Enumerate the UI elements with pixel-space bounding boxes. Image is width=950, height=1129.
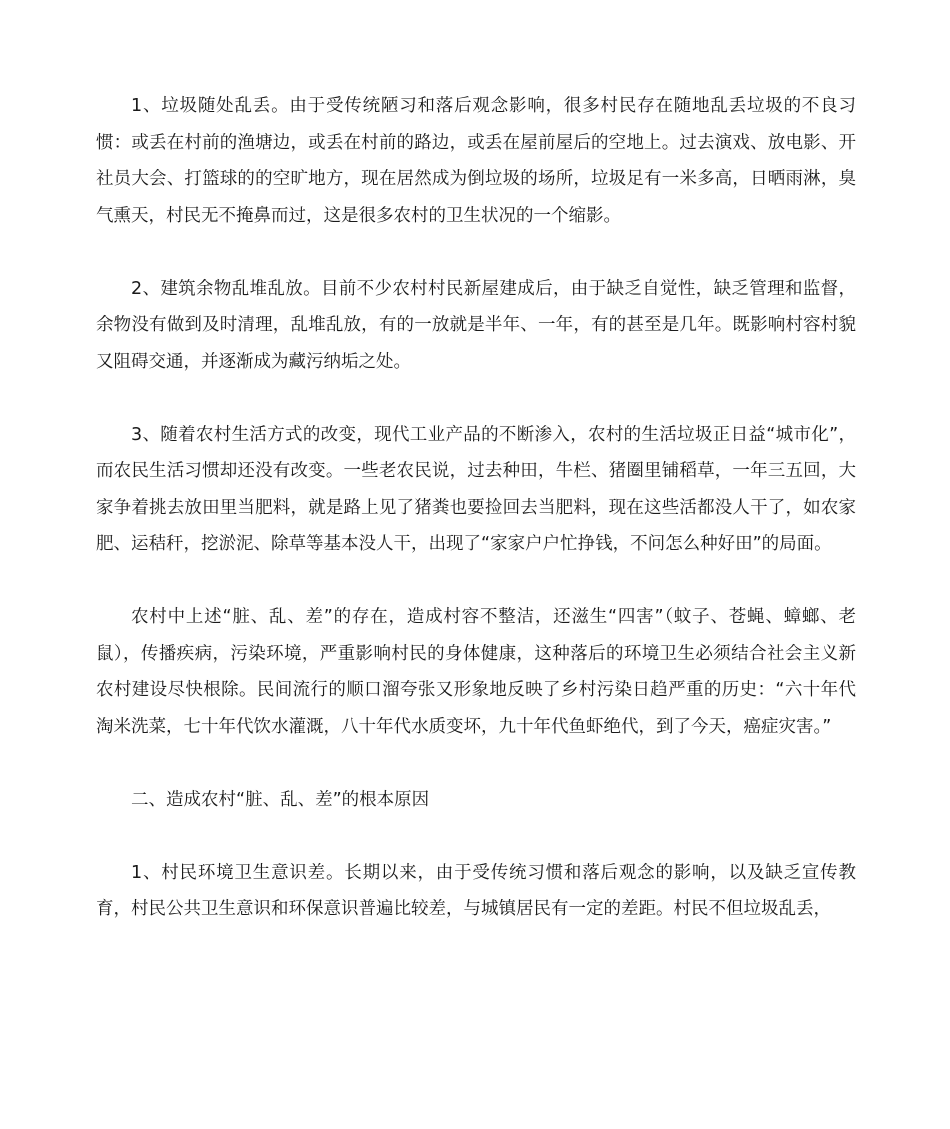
- paragraph-litter: 1、垃圾随处乱丢。由于受传统陋习和落后观念影响，很多村民存在随地乱丢垃圾的不良习惯：或丢在村前的渔塘边，或丢在村前的路边，或丢在屋前屋后的空地上。过去演戏、放电影、开社员大会、打篮球的的空旷地方，现在居然成为倒垃圾的场所，垃圾足有一米多高，日晒雨淋，臭气熏天，村民无不掩鼻而过，这是很多农村的卫生状况的一个缩影。: [96, 96, 856, 226]
- paragraph-lifestyle-change: 3、随着农村生活方式的改变，现代工业产品的不断渗入，农村的生活垃圾正日益“城市化”，而农民生活习惯却还没有改变。一些老农民说，过去种田，牛栏、猪圈里铺稻草，一年三五回，大家争着挑去放田里当肥料，就是路上见了猪粪也要捡回去当肥料，现在这些活都没人干了，如农家肥、运秸秆，挖淤泥、除草等基本没人干，出现了“家家户户忙挣钱，不问怎么种好田”的局面。: [96, 424, 856, 554]
- paragraph-awareness: 1、村民环境卫生意识差。长期以来，由于受传统习惯和落后观念的影响，以及缺乏宣传教育，村民公共卫生意识和环保意识普遍比较差，与城镇居民有一定的差距。村民不但垃圾乱丢，: [96, 862, 856, 919]
- paragraph-consequences: 农村中上述“脏、乱、差”的存在，造成村容不整洁，还滋生“四害”（蚊子、苍蝇、蟑螂、老鼠），传播疾病，污染环境，严重影响村民的身体健康，这种落后的环境卫生必须结合社会主义新农村建设尽快根除。民间流行的顺口溜夸张又形象地反映了乡村污染日趋严重的历史：“六十年代淘米洗菜，七十年代饮水灌溉，八十年代水质变坏，九十年代鱼虾绝代，到了今天，癌症灾害。”: [96, 607, 856, 737]
- document-page: [96, 88, 856, 964]
- section-heading: 二、造成农村“脏、乱、差”的根本原因: [131, 789, 430, 810]
- paragraph-construction-waste: 2、建筑余物乱堆乱放。目前不少农村村民新屋建成后，由于缺乏自觉性，缺乏管理和监督，余物没有做到及时清理，乱堆乱放，有的一放就是半年、一年，有的甚至是几年。既影响村容村貌又阻碍交通，并逐渐成为藏污纳垢之处。: [96, 278, 856, 372]
